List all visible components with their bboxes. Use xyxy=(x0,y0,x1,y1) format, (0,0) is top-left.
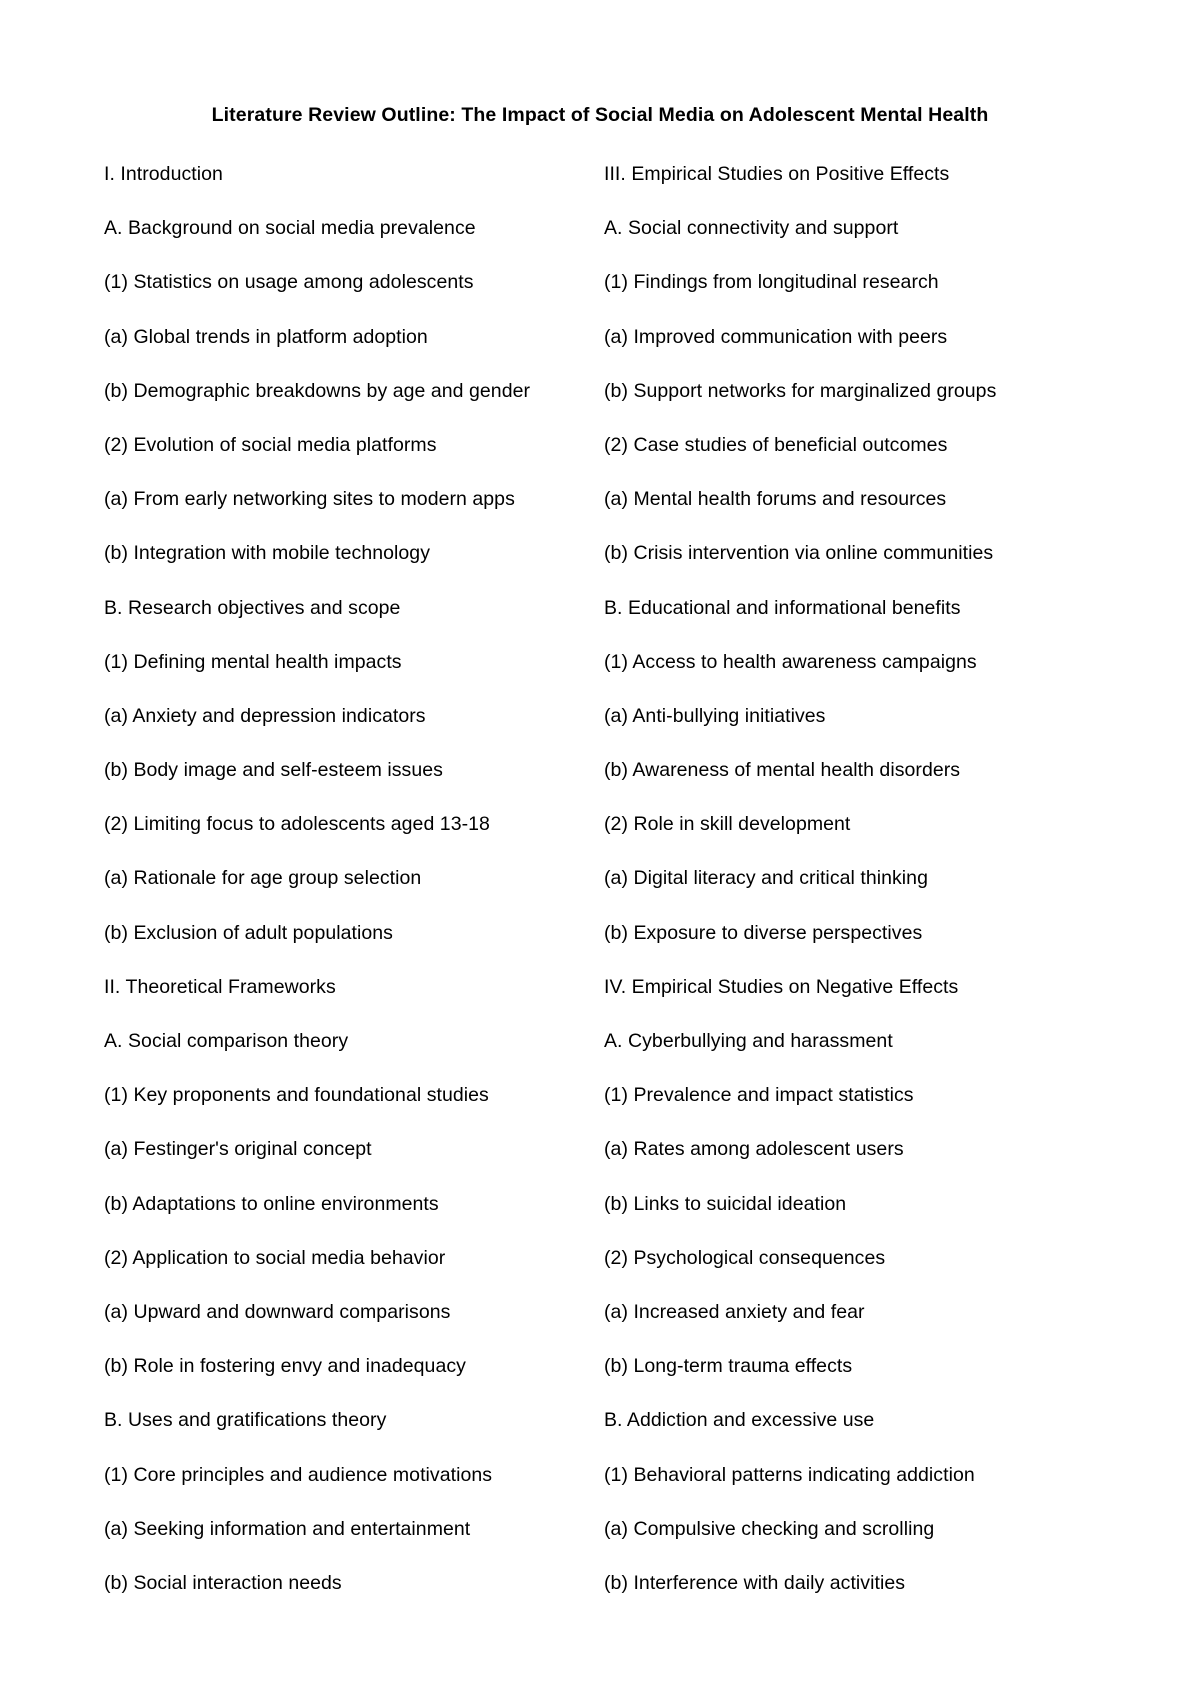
outline-line: (1) Access to health awareness campaigns xyxy=(604,650,977,673)
outline-line: A. Background on social media prevalence xyxy=(104,217,476,240)
outline-line: B. Addiction and excessive use xyxy=(604,1409,875,1432)
outline-line: (2) Evolution of social media platforms xyxy=(104,433,437,456)
outline-line: (2) Psychological consequences xyxy=(604,1246,886,1269)
outline-line: (a) Improved communication with peers xyxy=(604,325,948,348)
outline-line: (a) From early networking sites to modern apps xyxy=(104,488,515,511)
outline-line: A. Cyberbullying and harassment xyxy=(604,1030,893,1052)
outline-line: (b) Integration with mobile technology xyxy=(104,542,430,565)
outline-line: (b) Social interaction needs xyxy=(104,1571,342,1594)
outline-line: (2) Case studies of beneficial outcomes xyxy=(604,433,948,456)
outline-line: (1) Behavioral patterns indicating addiction xyxy=(604,1463,975,1486)
outline-line: (b) Links to suicidal ideation xyxy=(604,1192,847,1215)
outline-line: (b) Exposure to diverse perspectives xyxy=(604,921,923,944)
outline-line: (a) Mental health forums and resources xyxy=(604,488,947,511)
outline-column-right xyxy=(604,147,1084,1610)
outline-column-left xyxy=(104,147,584,1610)
outline-line: (b) Adaptations to online environments xyxy=(104,1192,439,1215)
outline-line: (a) Digital literacy and critical thinking xyxy=(604,867,928,890)
outline-line: (2) Application to social media behavior xyxy=(104,1246,446,1269)
outline-line: (a) Compulsive checking and scrolling xyxy=(604,1517,935,1540)
outline-line: (b) Demographic breakdowns by age and gender xyxy=(104,379,531,402)
outline-line: (1) Prevalence and impact statistics xyxy=(604,1084,914,1107)
page-title: Literature Review Outline: The Impact of Social Media on Adolescent Mental Health xyxy=(211,104,989,126)
outline-line: II. Theoretical Frameworks xyxy=(104,975,336,998)
outline-line: (1) Statistics on usage among adolescents xyxy=(104,271,474,294)
outline-line: (b) Awareness of mental health disorders xyxy=(604,759,961,782)
outline-line: III. Empirical Studies on Positive Effects xyxy=(604,163,950,185)
outline-line: (a) Global trends in platform adoption xyxy=(104,325,428,348)
outline-line: (a) Increased anxiety and fear xyxy=(604,1300,865,1323)
outline-line: (b) Crisis intervention via online communities xyxy=(604,542,994,565)
outline-line: I. Introduction xyxy=(104,163,223,185)
outline-line: (b) Support networks for marginalized groups xyxy=(604,379,997,402)
outline-line: (b) Long-term trauma effects xyxy=(604,1355,853,1378)
outline-line: (1) Defining mental health impacts xyxy=(104,650,402,673)
outline-line: (1) Key proponents and foundational studies xyxy=(104,1084,489,1107)
outline-line: (b) Body image and self-esteem issues xyxy=(104,759,443,782)
outline-line: B. Educational and informational benefits xyxy=(604,596,961,619)
outline-line: (1) Findings from longitudinal research xyxy=(604,271,939,294)
outline-line: (a) Festinger's original concept xyxy=(104,1138,372,1161)
outline-line: (b) Interference with daily activities xyxy=(604,1571,906,1594)
outline-line: (a) Rates among adolescent users xyxy=(604,1138,904,1161)
outline-line: A. Social connectivity and support xyxy=(604,217,899,240)
outline-line: A. Social comparison theory xyxy=(104,1030,349,1052)
outline-line: (a) Upward and downward comparisons xyxy=(104,1300,451,1323)
outline-line: (2) Limiting focus to adolescents aged 13-18 xyxy=(104,813,490,836)
outline-line: IV. Empirical Studies on Negative Effects xyxy=(604,975,959,998)
outline-line: (b) Exclusion of adult populations xyxy=(104,921,393,944)
outline-line: (1) Core principles and audience motivations xyxy=(104,1463,493,1486)
outline-line: (b) Role in fostering envy and inadequacy xyxy=(104,1355,466,1378)
outline-line: B. Research objectives and scope xyxy=(104,596,401,619)
outline-line: B. Uses and gratifications theory xyxy=(104,1409,387,1432)
outline-line: (a) Anxiety and depression indicators xyxy=(104,704,426,727)
outline-line: (a) Rationale for age group selection xyxy=(104,867,422,890)
outline-line: (2) Role in skill development xyxy=(604,813,851,836)
outline-line: (a) Seeking information and entertainment xyxy=(104,1517,471,1540)
outline-line: (a) Anti-bullying initiatives xyxy=(604,704,826,727)
